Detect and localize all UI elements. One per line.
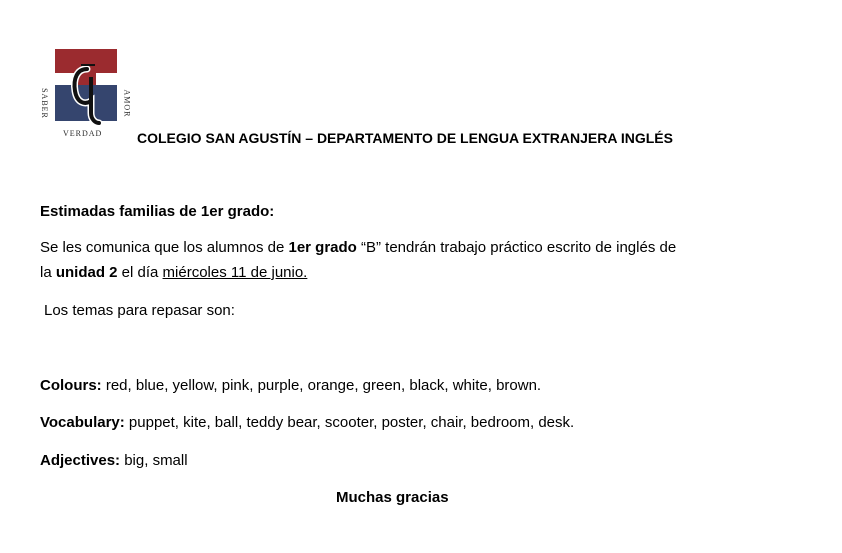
adjectives-label: Adjectives: xyxy=(40,452,121,469)
vocabulary-value: puppet, kite, ball, teddy bear, scooter, poster, chair, bedroom, desk. xyxy=(124,414,575,431)
closing-thanks: Muchas gracias xyxy=(336,489,449,506)
page-title: COLEGIO SAN AGUSTÍN – DEPARTAMENTO DE LENGUA EXTRANJERA INGLÉS xyxy=(137,130,673,146)
topics-intro: Los temas para repasar son: xyxy=(44,302,235,319)
p2-date: miércoles 11 de junio. xyxy=(162,264,308,281)
colours-line xyxy=(40,376,541,396)
school-logo xyxy=(41,47,137,143)
p2-text-a: la xyxy=(40,264,56,281)
adjectives-line xyxy=(40,451,188,471)
logo-right-text: AMOR xyxy=(122,89,132,118)
logo-bottom-text: VERDAD xyxy=(63,129,103,138)
vocabulary-label: Vocabulary: xyxy=(40,414,125,431)
p2-unit: unidad 2 xyxy=(55,264,118,281)
adjectives-value: big, small xyxy=(120,452,188,469)
p1-grade: 1er grado xyxy=(288,239,357,256)
greeting: Estimadas familias de 1er grado: xyxy=(40,203,275,220)
vocabulary-line xyxy=(40,413,574,433)
p2-text-c: el día xyxy=(117,264,163,281)
logo-left-text: SABER xyxy=(39,88,49,119)
colours-label: Colours: xyxy=(40,377,102,394)
paragraph-line-1 xyxy=(40,238,676,258)
paragraph-line-2 xyxy=(40,263,307,283)
colours-value: red, blue, yellow, pink, purple, orange, green, black, white, brown. xyxy=(101,377,542,394)
p1-text-a: Se les comunica que los alumnos de xyxy=(40,239,289,256)
p1-text-c: “B” tendrán trabajo práctico escrito de inglés de xyxy=(356,239,677,256)
logo-a-glyph-icon xyxy=(69,57,105,129)
